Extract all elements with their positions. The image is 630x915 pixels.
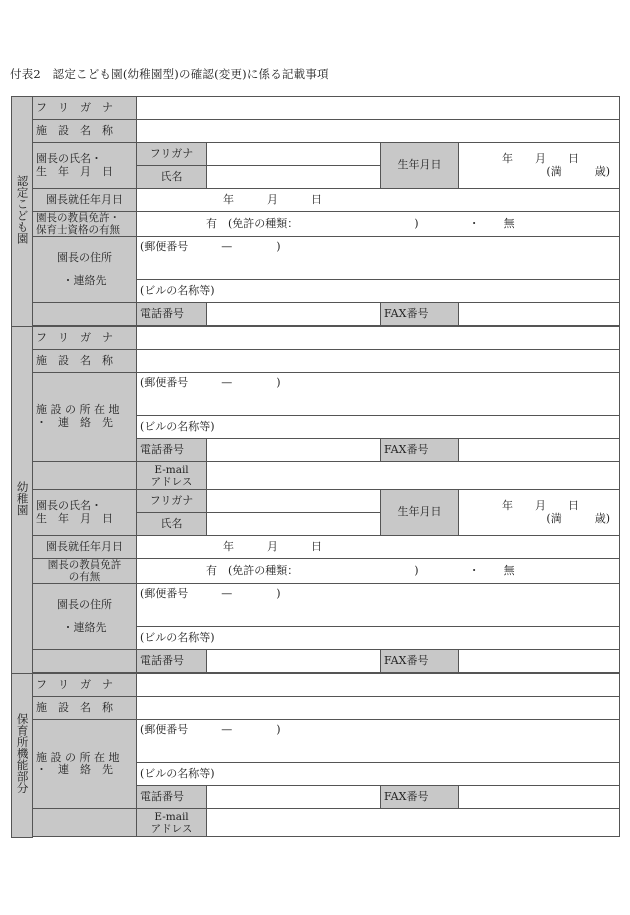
director-furigana-field[interactable]	[207, 143, 381, 166]
y-facility-name-field[interactable]	[137, 350, 620, 373]
fax-label: FAX番号	[381, 303, 459, 326]
section-youchien: 幼稚園	[12, 327, 33, 674]
director-shimei-field[interactable]	[207, 166, 381, 189]
y-director-furigana-field[interactable]	[207, 490, 381, 513]
page-title: 付表2 認定こども園(幼稚園型)の確認(変更)に係る記載事項	[10, 67, 329, 81]
y-address-field[interactable]	[137, 393, 620, 416]
y-postal-field[interactable]: (郵便番号 — )	[137, 373, 620, 394]
address-field[interactable]	[137, 257, 620, 280]
y-email-field[interactable]	[207, 462, 620, 490]
y-address-label: 園長の住所 ・連絡先	[33, 584, 137, 650]
y-appoint-date-field[interactable]: 年 月 日	[137, 536, 620, 559]
h-email-label: E-mail アドレス	[137, 809, 207, 837]
y-director-shimei-label: 氏名	[137, 513, 207, 536]
y-tel-label: 電話番号	[137, 439, 207, 462]
section-hoikusho: 保育所機能部分	[12, 674, 33, 838]
director-shimei-label: 氏名	[137, 166, 207, 189]
postal-field[interactable]: (郵便番号 — )	[137, 237, 620, 258]
y-dir-building-field[interactable]: (ビルの名称等)	[137, 627, 620, 650]
y-address-label-spacer	[33, 650, 137, 673]
h-tel-field[interactable]	[207, 786, 381, 809]
form-table	[11, 96, 620, 838]
y-facility-name-label: 施 設 名 称	[33, 350, 137, 373]
y-birthdate-label: 生年月日	[381, 490, 459, 536]
y-birthdate-field[interactable]	[459, 490, 620, 536]
h-facility-name-field[interactable]	[137, 697, 620, 720]
h-location-label-spacer	[33, 809, 137, 837]
y-dir-fax-label: FAX番号	[381, 650, 459, 673]
h-fax-field[interactable]	[459, 786, 620, 809]
age-text: (満 歳)	[546, 164, 610, 178]
h-facility-name-label: 施 設 名 称	[33, 697, 137, 720]
appoint-date-field[interactable]: 年 月 日	[137, 189, 620, 212]
director-name-label: 園長の氏名・ 生 年 月 日	[33, 143, 137, 189]
y-director-name-label: 園長の氏名・ 生 年 月 日	[33, 490, 137, 536]
y-furigana-field[interactable]	[137, 327, 620, 350]
y-tel-field[interactable]	[207, 439, 381, 462]
y-license-label: 園長の教員免許 の有無	[33, 559, 137, 584]
h-furigana-label: フ リ ガ ナ	[33, 674, 137, 697]
birthdate-ymd: 年 月 日	[502, 151, 579, 165]
y-director-furigana-label: フリガナ	[137, 490, 207, 513]
y-fax-label: FAX番号	[381, 439, 459, 462]
h-fax-label: FAX番号	[381, 786, 459, 809]
y-dir-tel-field[interactable]	[207, 650, 381, 673]
tel-field[interactable]	[207, 303, 381, 326]
y-director-shimei-field[interactable]	[207, 513, 381, 536]
y-location-label: 施 設 の 所 在 地 ・ 連 絡 先	[33, 373, 137, 462]
h-email-field[interactable]	[207, 809, 620, 837]
y-dir-fax-field[interactable]	[459, 650, 620, 673]
y-building-field[interactable]: (ビルの名称等)	[137, 416, 620, 439]
appoint-date-label: 園長就任年月日	[33, 189, 137, 212]
h-tel-label: 電話番号	[137, 786, 207, 809]
y-license-field[interactable]: 有 (免許の種類： ) ・ 無	[137, 559, 620, 584]
y-fax-field[interactable]	[459, 439, 620, 462]
license-label: 園長の教員免許・ 保育士資格の有無	[33, 212, 137, 237]
h-postal-field[interactable]: (郵便番号 — )	[137, 720, 620, 741]
y-birthdate-ymd: 年 月 日	[502, 498, 579, 512]
h-location-label: 施 設 の 所 在 地 ・ 連 絡 先	[33, 720, 137, 809]
y-age-text: (満 歳)	[546, 511, 610, 525]
h-building-field[interactable]: (ビルの名称等)	[137, 763, 620, 786]
y-appoint-date-label: 園長就任年月日	[33, 536, 137, 559]
y-furigana-label: フ リ ガ ナ	[33, 327, 137, 350]
birthdate-field[interactable]	[459, 143, 620, 189]
building-field[interactable]: (ビルの名称等)	[137, 280, 620, 303]
furigana-label: フ リ ガ ナ	[33, 97, 137, 120]
birthdate-label: 生年月日	[381, 143, 459, 189]
facility-name-label: 施 設 名 称	[33, 120, 137, 143]
address-label: 園長の住所 ・連絡先	[33, 237, 137, 303]
y-location-label-spacer	[33, 462, 137, 490]
h-furigana-field[interactable]	[137, 674, 620, 697]
y-email-label: E-mail アドレス	[137, 462, 207, 490]
h-address-field[interactable]	[137, 740, 620, 763]
address-label-spacer	[33, 303, 137, 326]
y-dir-tel-label: 電話番号	[137, 650, 207, 673]
section-kodomoen: 認定こども園	[12, 97, 33, 327]
director-furigana-label: フリガナ	[137, 143, 207, 166]
tel-label: 電話番号	[137, 303, 207, 326]
y-dir-postal-field[interactable]: (郵便番号 — )	[137, 584, 620, 605]
facility-name-field[interactable]	[137, 120, 620, 143]
y-dir-address-field[interactable]	[137, 604, 620, 627]
furigana-field[interactable]	[137, 97, 620, 120]
fax-field[interactable]	[459, 303, 620, 326]
license-field[interactable]: 有 (免許の種類： ) ・ 無	[137, 212, 620, 237]
